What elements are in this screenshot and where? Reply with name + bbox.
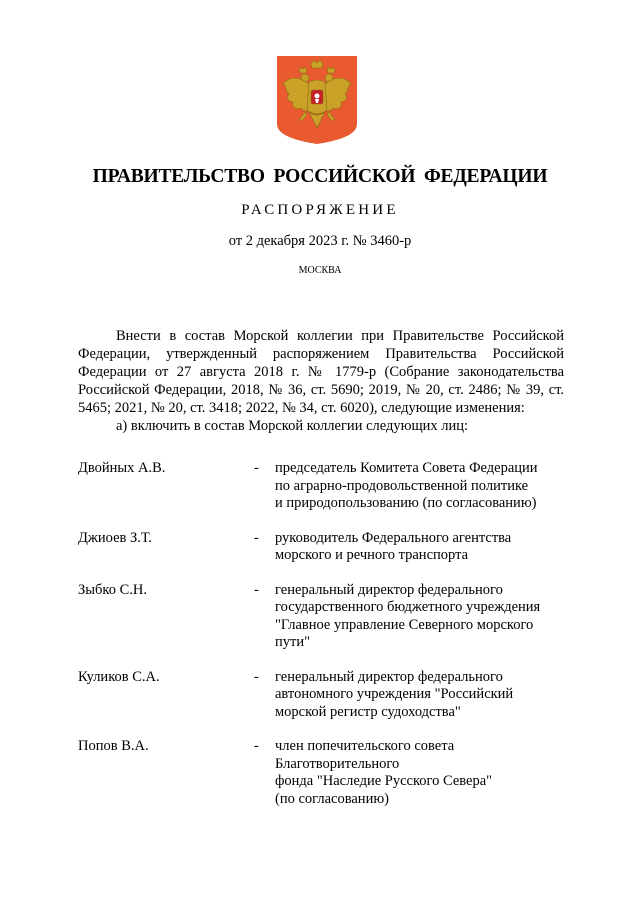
person-name: Попов В.А. — [78, 738, 149, 754]
intro-paragraph: Внести в состав Морской коллегии при Правительстве Российской Федерации, утвержденный распоряжением Правительства Российской Федерации от 27 августа 2018 г. № 1779-р (Собрание законодательства Российской Федерации, 2018, № 36, ст. 5690; 2019, № 20, ст. 2486; № 39, ст. 5465; 2021, № 20, ст. 3418; 2022, № 34, ст. 6020), следующие изменения: — [78, 328, 564, 416]
person-dash: - — [254, 668, 259, 685]
person-row — [78, 582, 564, 652]
person-role: председатель Комитета Совета Федерации по аграрно-продовольственной политике и природопользованию (по согласованию) — [275, 460, 538, 511]
person-dash: - — [254, 529, 259, 546]
person-row — [78, 669, 564, 722]
person-role: руководитель Федерального агентства морского и речного транспорта — [275, 529, 512, 563]
person-row — [78, 530, 564, 565]
document-type: РАСПОРЯЖЕНИЕ — [241, 202, 399, 218]
person-role: генеральный директор федерального государственного бюджетного учреждения "Главное управление Северного морского пути" — [275, 581, 541, 650]
person-name: Куликов С.А. — [78, 668, 160, 685]
persons-list — [78, 460, 564, 825]
person-dash: - — [254, 460, 259, 476]
person-dash: - — [254, 738, 259, 754]
russian-coat-of-arms-emblem-icon — [275, 54, 359, 146]
document-body — [78, 327, 564, 435]
person-row — [78, 460, 564, 513]
person-row — [78, 738, 564, 808]
person-dash: - — [254, 581, 259, 598]
person-name: Двойных А.В. — [78, 460, 166, 476]
document-date-number: от 2 декабря 2023 г. № 3460-р — [228, 233, 412, 249]
person-name: Джиоев З.Т. — [78, 529, 152, 546]
government-title: ПРАВИТЕЛЬСТВО РОССИЙСКОЙ ФЕДЕРАЦИИ — [92, 166, 548, 187]
person-role: генеральный директор федерального автономного учреждения "Российский морской регистр судоходства" — [275, 668, 514, 720]
item-a-paragraph: а) включить в состав Морской коллегии следующих лиц: — [116, 418, 469, 434]
person-role: член попечительского совета Благотворительного фонда "Наследие Русского Севера" (по согласованию) — [275, 738, 493, 807]
person-name: Зыбко С.Н. — [78, 581, 147, 598]
document-city: МОСКВА — [298, 265, 342, 276]
